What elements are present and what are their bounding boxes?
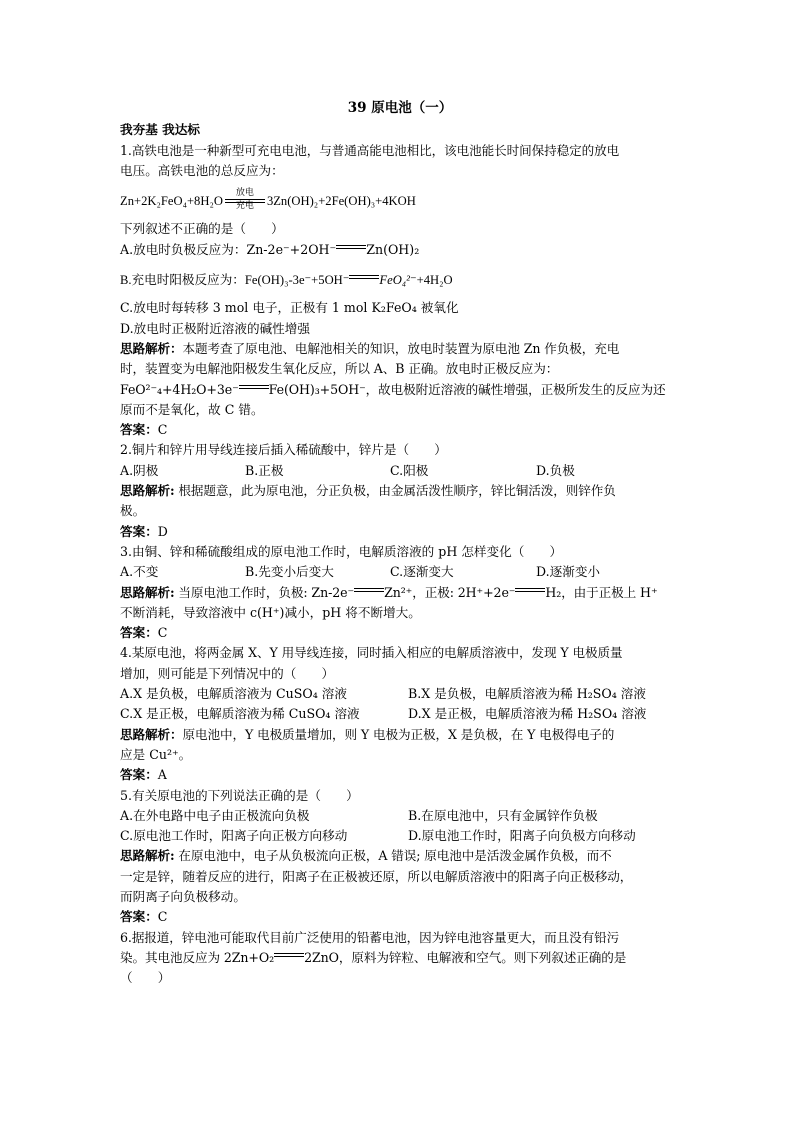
q1-answer	[120, 420, 680, 440]
q1-analysis-c-left: FeO²⁻₄+4H₂O+3e⁻	[120, 381, 239, 397]
q3-analysis-part3: H₂，由于正极上 H⁺	[545, 584, 658, 600]
q3-analysis-line2: 不断消耗，导致溶液中 c(H⁺)减小，pH 将不断增大。	[120, 604, 421, 620]
q1-option-a-right: Zn(OH)₂	[366, 241, 420, 257]
q5-options-row2	[120, 826, 680, 846]
q4-options-row1	[120, 684, 680, 704]
q2-options	[120, 461, 680, 481]
q2-analysis-text: 根据题意，此为原电池，分正负极，由金属活泼性顺序，锌比铜活泼，则锌作负	[174, 483, 616, 499]
q4-analysis-text: 原电池中，Y 电极质量增加，则 Y 电极为正极，X 是负极，在 Y 电极得电子的	[182, 726, 615, 742]
q3-answer	[120, 623, 680, 643]
q4-option-d: D.X 是正极，电解质溶液为稀 H₂SO₄ 溶液	[408, 706, 647, 722]
q3-analysis-part2: Zn²⁺，正极: 2H⁺+2e⁻	[384, 584, 516, 600]
q1-eq-right: 3Zn(OH)₂+2Fe(OH)₃+4KOH	[266, 194, 416, 209]
q3-option-a: A.不变	[120, 564, 159, 580]
q3-option-b: B.先变小后变大	[245, 564, 334, 580]
q1-option-b-ion: FeO₄²⁻	[379, 273, 417, 288]
q2-option-c: C.阳极	[390, 462, 429, 478]
q1-option-a	[120, 240, 680, 260]
answer-value: C	[157, 625, 168, 641]
q3-option-c: C.逐渐变大	[390, 564, 454, 580]
q5-stem: 5.有关原电池的下列说法正确的是（ ）	[120, 787, 359, 803]
q4-answer	[120, 765, 680, 785]
equals-sign-icon	[336, 243, 366, 253]
q3-option-d: D.逐渐变小	[536, 564, 601, 580]
q5-option-c: C.原电池工作时，阳离子向正极方向移动	[120, 828, 348, 844]
q1-eq-charge-label: 充电	[235, 200, 254, 211]
q4-option-c: C.X 是正极，电解质溶液为稀 CuSO₄ 溶液	[120, 706, 360, 722]
q5-analysis-text: 在原电池中，电子从负极流向正极，A 错误; 原电池中是活泼金属作负极，而不	[174, 848, 612, 864]
equals-sign-icon	[515, 586, 545, 596]
q2-option-b: B.正极	[245, 462, 284, 478]
q1-option-d: D.放电时正极附近溶液的碱性增强	[120, 320, 310, 336]
q1-analysis-line2: 时，装置变为电解池阳极发生氧化反应，所以 A、B 正确。放电时正极反应为：	[120, 361, 559, 377]
q3-stem: 3.由铜、锌和稀硫酸组成的原电池工作时，电解质溶液的 pH 怎样变化（ ）	[120, 543, 563, 559]
q1-analysis-line4: 原而不是氧化，故 C 错。	[120, 401, 264, 417]
answer-label: 答案：	[120, 523, 158, 539]
document-page	[120, 98, 680, 988]
q4-stem-line1: 4.某原电池，将两金属 X、Y 用导线连接，同时插入相应的电解质溶液中，发现 Y 电极质量	[120, 645, 623, 661]
q4-analysis-line1	[120, 725, 680, 745]
answer-value: D	[157, 523, 168, 539]
q2-analysis-line2: 极。	[120, 503, 146, 519]
answer-value: A	[157, 767, 167, 783]
reversible-arrow-icon	[223, 187, 267, 211]
q1-option-b	[120, 270, 680, 290]
equals-sign-icon	[274, 951, 304, 961]
q4-options-row2	[120, 704, 680, 724]
q1-analysis-line3	[120, 380, 680, 400]
q1-option-b-right: +4H₂O	[416, 273, 453, 288]
q1-analysis-c-right: Fe(OH)₃+5OH⁻，故电极附近溶液的碱性增强，正极所发生的反应为还	[268, 381, 666, 397]
q6-stem-line1: 6.据报道，锌电池可能取代目前广泛使用的铅蓄电池，因为锌电池容量更大，而且没有铅污	[120, 929, 620, 945]
analysis-label: 思路解析:	[120, 483, 175, 499]
q1-eq-discharge-label: 放电	[235, 187, 254, 198]
equals-sign-icon	[354, 586, 384, 596]
answer-value: C	[157, 422, 168, 438]
answer-value: C	[157, 909, 168, 925]
page-title: 39 原电池（一）	[347, 100, 453, 116]
q2-analysis-line1	[120, 481, 680, 501]
equals-sign-icon	[349, 273, 379, 283]
analysis-label: 思路解析:	[120, 848, 175, 864]
q5-analysis-line2: 一定是锌，随着反应的进行，阳离子在正极被还原，所以电解质溶液中的阳离子向正极移动，	[120, 868, 633, 884]
q1-analysis-text: 本题考查了原电池、电解池相关的知识，放电时装置为原电池 Zn 作负极，充电	[182, 340, 620, 356]
q3-analysis-part1: 当原电池工作时，负极: Zn-2e⁻	[174, 584, 355, 600]
equals-sign-icon	[239, 383, 269, 393]
analysis-label: 思路解析：	[120, 340, 183, 356]
q1-option-a-left: A.放电时负极反应为：Zn-2e⁻+2OH⁻	[120, 241, 337, 257]
q6-stem-part1: 染。其电池反应为 2Zn+O₂	[120, 949, 275, 965]
q4-analysis-line2: 应是 Cu²⁺。	[120, 746, 192, 762]
q1-eq-left: Zn+2K₂FeO₄+8H₂O	[120, 194, 223, 209]
q5-analysis-line3: 而阴离子向负极移动。	[120, 888, 246, 904]
q5-option-b: B.在原电池中，只有金属锌作负极	[408, 807, 598, 823]
q5-analysis-line1	[120, 846, 680, 866]
q1-option-b-left: B.充电时阳极反应为：Fe(OH)₃-3e⁻+5OH⁻	[120, 273, 350, 288]
q3-analysis-line1	[120, 583, 680, 603]
answer-label: 答案：	[120, 625, 158, 641]
answer-label: 答案：	[120, 767, 158, 783]
q5-options-row1	[120, 806, 680, 826]
q1-stem-line1: 1.高铁电池是一种新型可充电电池，与普通高能电池相比，该电池能长时间保持稳定的放电	[120, 142, 620, 158]
q2-answer	[120, 522, 680, 542]
q5-option-a: A.在外电路中电子由正极流向负极	[120, 807, 310, 823]
analysis-label: 思路解析：	[120, 726, 183, 742]
q4-option-a: A.X 是负极，电解质溶液为 CuSO₄ 溶液	[120, 686, 347, 702]
q4-option-b: B.X 是负极，电解质溶液为稀 H₂SO₄ 溶液	[408, 686, 646, 702]
q6-stem-part2: 2ZnO，原料为锌粒、电解液和空气。则下列叙述正确的是	[304, 949, 627, 965]
answer-label: 答案：	[120, 909, 158, 925]
q1-ask: 下列叙述不正确的是（ ）	[120, 221, 284, 237]
q3-options	[120, 562, 680, 582]
q1-total-reaction	[120, 187, 680, 211]
answer-label: 答案：	[120, 422, 158, 438]
q1-stem-line2: 电压。高铁电池的总反应为：	[120, 162, 284, 178]
q1-analysis-line1	[120, 339, 680, 359]
q1-option-c: C.放电时每转移 3 mol 电子，正极有 1 mol K₂FeO₄ 被氧化	[120, 300, 459, 316]
q5-answer	[120, 907, 680, 927]
q4-stem-line2: 增加，则可能是下列情况中的（ ）	[120, 665, 335, 681]
q6-stem-line2	[120, 948, 680, 968]
q2-option-a: A.阴极	[120, 462, 159, 478]
q6-stem-line3: （ ）	[120, 970, 171, 986]
analysis-label: 思路解析:	[120, 584, 175, 600]
q5-option-d: D.原电池工作时，阳离子向负极方向移动	[408, 828, 636, 844]
q2-stem: 2.铜片和锌片用导线连接后插入稀硫酸中，锌片是（ ）	[120, 442, 447, 458]
q2-option-d: D.负极	[536, 462, 575, 478]
section-heading: 我夯基 我达标	[120, 122, 200, 138]
